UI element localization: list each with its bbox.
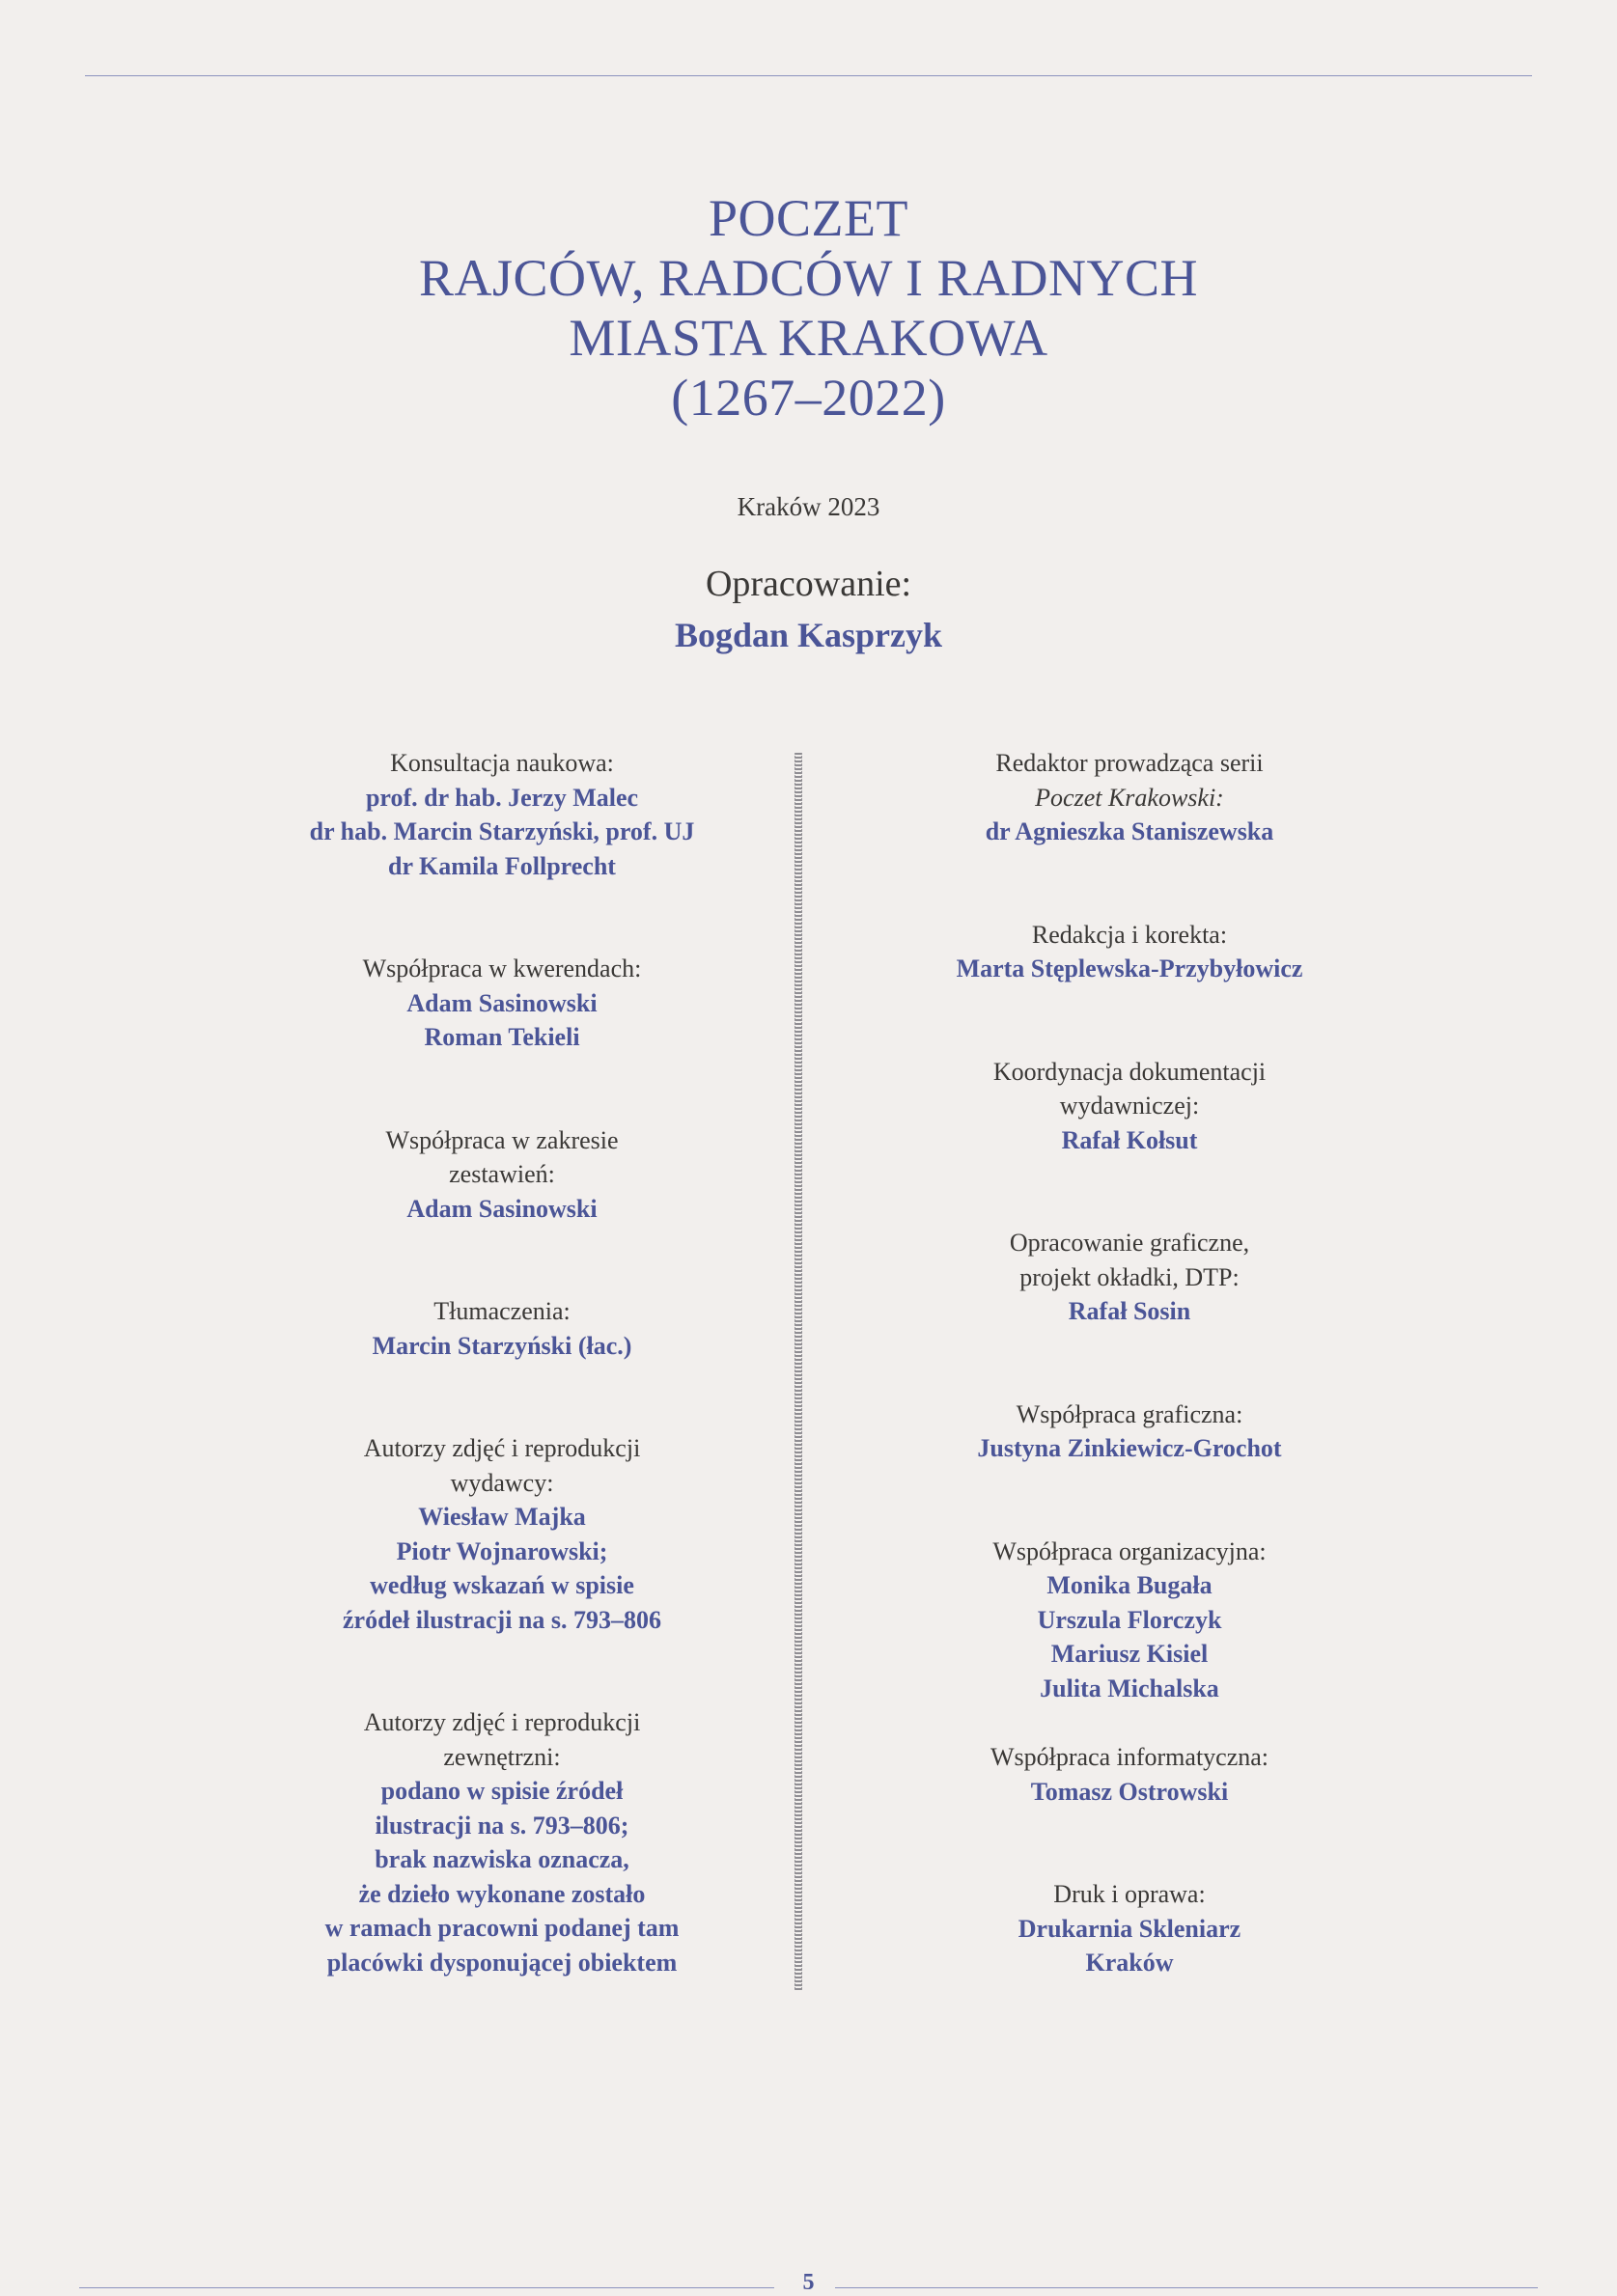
credit-it [854, 1740, 1405, 1809]
credit-name: Tomasz Ostrowski [1030, 1777, 1229, 1806]
credit-name: Drukarnia Skleniarz [1018, 1914, 1241, 1943]
credit-label: Współpraca organizacyjna: [992, 1536, 1267, 1565]
credit-name: placówki dysponującej obiektem [326, 1948, 678, 1977]
title-line: RAJCÓW, RADCÓW I RADNYCH [418, 249, 1199, 307]
credit-queries [232, 952, 772, 1055]
credit-editing [854, 918, 1405, 986]
credit-name: Urszula Florczyk [1037, 1605, 1222, 1634]
title-line: POCZET [708, 189, 908, 247]
credit-publisher-photos [232, 1431, 772, 1637]
column-divider [795, 753, 802, 1990]
credit-name: dr Kamila Follprecht [388, 851, 616, 880]
credit-name: Piotr Wojnarowski; [396, 1536, 608, 1565]
credit-name: Julita Michalska [1040, 1674, 1219, 1702]
credit-graphic-cooperation [854, 1397, 1405, 1466]
credit-label: projekt okładki, DTP: [1019, 1262, 1240, 1291]
credit-name: Adam Sasinowski [406, 988, 598, 1017]
credit-label: Koordynacja dokumentacji [992, 1057, 1267, 1086]
credit-label: Druk i oprawa: [1053, 1880, 1206, 1908]
credit-label: wydawniczej: [1059, 1092, 1200, 1120]
credit-name: Marta Stęplewska-Przybyłowicz [956, 954, 1303, 982]
credit-name: prof. dr hab. Jerzy Malec [365, 783, 639, 812]
credit-name: brak nazwiska oznacza, [375, 1845, 629, 1873]
credit-name: że dzieło wykonane zostało [358, 1879, 646, 1908]
book-title [0, 188, 1617, 428]
credit-label: Konsultacja naukowa: [390, 749, 614, 777]
credit-name: Kraków [1085, 1949, 1174, 1977]
title-line: MIASTA KRAKOWA [569, 309, 1048, 367]
credit-name: Marcin Starzyński (łac.) [372, 1331, 632, 1360]
credits-right-column [854, 746, 1405, 1980]
credit-name: Adam Sasinowski [406, 1194, 598, 1223]
credit-label: Opracowanie graficzne, [1009, 1229, 1250, 1257]
credit-name: źródeł ilustracji na s. 793–806 [342, 1605, 662, 1634]
credit-organization [854, 1535, 1405, 1706]
credit-consultation [232, 746, 772, 883]
credit-label: Współpraca w zakresie [385, 1125, 619, 1154]
credit-label: Współpraca w kwerendach: [362, 954, 642, 982]
place-year: Kraków 2023 [737, 492, 880, 521]
series-name: Poczet Krakowski: [1035, 783, 1224, 812]
credit-name: Justyna Zinkiewicz-Grochot [977, 1434, 1282, 1462]
credit-label: zestawień: [449, 1160, 555, 1188]
credit-name: Wiesław Majka [418, 1503, 586, 1531]
credit-external-photos [232, 1705, 772, 1979]
credit-coordination [854, 1055, 1405, 1158]
credit-name: ilustracji na s. 793–806; [375, 1811, 629, 1840]
credit-printing [854, 1877, 1405, 1980]
credit-lists [232, 1123, 772, 1227]
credit-label: Autorzy zdjęć i reprodukcji [363, 1708, 641, 1736]
top-rule [85, 75, 1532, 76]
page-number: 5 [802, 2270, 815, 2295]
credit-name: dr Agnieszka Staniszewska [985, 817, 1274, 845]
credit-name: Mariusz Kisiel [1050, 1640, 1209, 1668]
credit-translations [232, 1294, 772, 1363]
credit-label: Współpraca graficzna: [1016, 1399, 1243, 1428]
credit-name: Rafał Kołsut [1061, 1125, 1198, 1154]
credit-label: zewnętrzni: [443, 1742, 561, 1771]
compiled-by-name: Bogdan Kasprzyk [674, 616, 943, 654]
credit-name: dr hab. Marcin Starzyński, prof. UJ [309, 817, 695, 845]
credit-name: Rafał Sosin [1068, 1297, 1191, 1325]
credit-label: Redaktor prowadząca serii [995, 749, 1264, 777]
credit-name: według wskazań w spisie [370, 1571, 634, 1599]
credits-left-column [232, 746, 772, 1979]
compiled-by-label: Opracowanie: [705, 564, 912, 604]
title-line: (1267–2022) [671, 369, 946, 427]
credit-graphic-design [854, 1226, 1405, 1329]
credit-label: Współpraca informatyczna: [990, 1743, 1269, 1771]
credit-label: Redakcja i korekta: [1031, 920, 1228, 949]
credit-name: w ramach pracowni podanej tam [324, 1914, 680, 1942]
credit-label: Autorzy zdjęć i reprodukcji [363, 1434, 641, 1462]
credit-name: Monika Bugała [1046, 1571, 1213, 1599]
credit-name: podano w spisie źródeł [380, 1777, 624, 1805]
credit-series-editor [854, 746, 1405, 849]
credit-label: wydawcy: [450, 1468, 554, 1497]
credit-name: Roman Tekieli [424, 1023, 580, 1051]
credit-label: Tłumaczenia: [433, 1297, 571, 1325]
